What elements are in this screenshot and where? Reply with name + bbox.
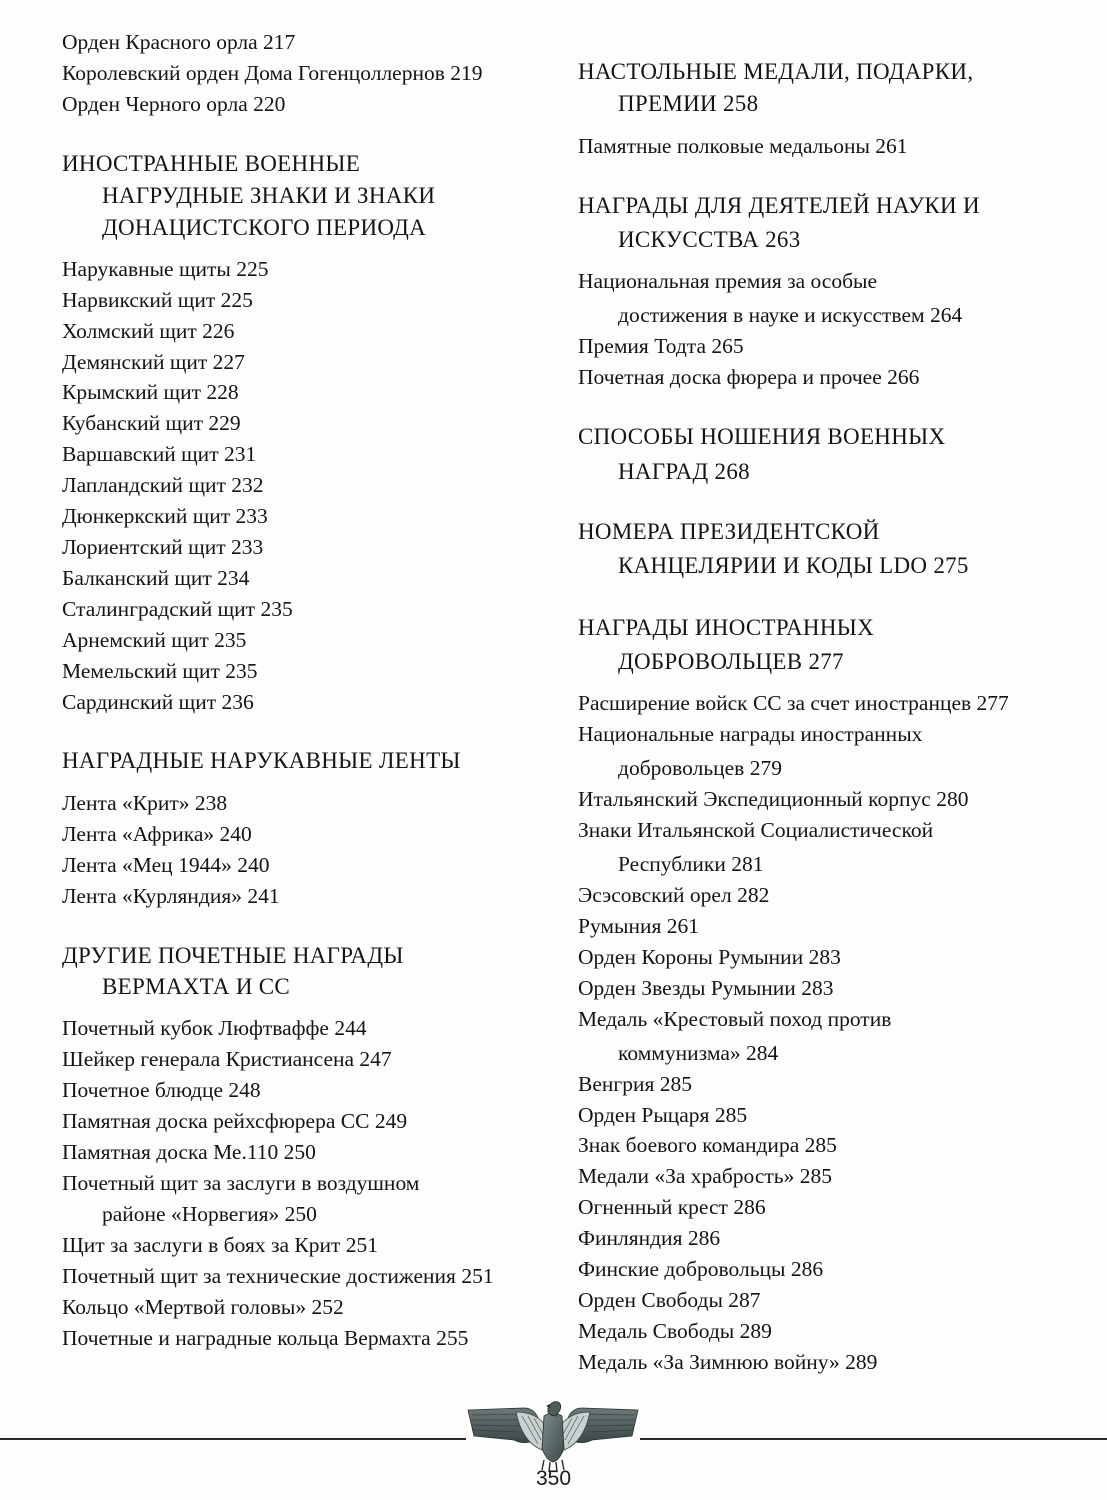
toc-entry: Почетный кубок Люфтваффе 244 [62,1016,367,1040]
toc-entry: Почетный щит за заслуги в воздушном [62,1171,420,1195]
toc-entry: Демянский щит 227 [62,350,245,374]
toc-entry: Орден Черного орла 220 [62,92,286,116]
toc-entry: Венгрия 285 [578,1072,692,1096]
section-heading: НАГРАДЫ ДЛЯ ДЕЯТЕЛЕЙ НАУКИ И [578,193,980,218]
toc-entry: Орден Красного орла 217 [62,30,296,54]
toc-entry: Памятные полковые медальоны 261 [578,134,908,158]
toc-entry: Румыния 261 [578,914,700,938]
section-heading-cont: ДОБРОВОЛЬЦЕВ 277 [618,649,844,674]
toc-entry: Лента «Мец 1944» 240 [62,853,270,877]
toc-entry: Медаль «За Зимнюю войну» 289 [578,1350,878,1374]
toc-entry: Орден Свободы 287 [578,1288,761,1312]
toc-entry: Медали «За храбрость» 285 [578,1164,832,1188]
toc-entry: Медаль «Крестовый поход против [578,1007,892,1031]
toc-entry: Лента «Курляндия» 241 [62,884,280,908]
toc-entry: Почетная доска фюрера и прочее 266 [578,365,920,389]
toc-entry: Памятная доска Ме.110 250 [62,1140,316,1164]
toc-entry: Расширение войск СС за счет иностранцев 277 [578,691,1009,715]
toc-entry: Лента «Крит» 238 [62,791,228,815]
toc-entry: Сардинский щит 236 [62,690,254,714]
section-heading: ДРУГИЕ ПОЧЕТНЫЕ НАГРАДЫ [62,943,404,968]
toc-entry-cont: добровольцев 279 [618,756,782,780]
section-heading-cont: ДОНАЦИСТСКОГО ПЕРИОДА [102,215,427,240]
toc-entry: Почетные и наградные кольца Вермахта 255 [62,1326,469,1350]
toc-entry: Нарвикский щит 225 [62,288,253,312]
toc-entry: Крымский щит 228 [62,380,239,404]
toc-entry: Сталинградский щит 235 [62,597,293,621]
section-heading-cont: НАГРУДНЫЕ ЗНАКИ И ЗНАКИ [102,183,436,208]
toc-entry: Национальная премия за особые [578,269,878,293]
toc-entry: Лента «Африка» 240 [62,822,252,846]
toc-entry: Шейкер генерала Кристиансена 247 [62,1047,392,1071]
section-heading-cont: НАГРАД 268 [618,459,750,484]
section-heading-cont: ПРЕМИИ 258 [618,91,759,116]
toc-entry-cont: Республики 281 [618,852,764,876]
toc-entry: Знаки Итальянской Социалистической [578,818,934,842]
toc-entry: Лориентский щит 233 [62,535,264,559]
toc-entry: Королевский орден Дома Гогенцоллернов 219 [62,61,483,85]
toc-entry: Кольцо «Мертвой головы» 252 [62,1295,344,1319]
toc-entry: Медаль Свободы 289 [578,1319,772,1343]
toc-entry: Почетное блюдце 248 [62,1078,261,1102]
toc-entry: Варшавский щит 231 [62,442,257,466]
section-heading-cont: КАНЦЕЛЯРИИ И КОДЫ LDO 275 [618,553,969,578]
section-heading: СПОСОБЫ НОШЕНИЯ ВОЕННЫХ [578,424,946,449]
toc-entry: Итальянский Экспедиционный корпус 280 [578,787,969,811]
toc-entry: Холмский щит 226 [62,319,235,343]
section-heading: НОМЕРА ПРЕЗИДЕНТСКОЙ [578,519,880,544]
footer-rule-left [0,1438,466,1440]
eagle-emblem-icon [466,1398,640,1474]
section-heading: НАСТОЛЬНЫЕ МЕДАЛИ, ПОДАРКИ, [578,59,974,84]
toc-entry: Огненный крест 286 [578,1195,766,1219]
toc-entry: Нарукавные щиты 225 [62,257,269,281]
toc-entry: Арнемский щит 235 [62,628,247,652]
page-number: 350 [535,1467,572,1490]
toc-entry: Лапландский щит 232 [62,473,264,497]
section-heading: ИНОСТРАННЫЕ ВОЕННЫЕ [62,151,361,176]
toc-entry: Эсэсовский орел 282 [578,883,770,907]
toc-entry: Финские добровольцы 286 [578,1257,824,1281]
toc-entry: Щит за заслуги в боях за Крит 251 [62,1233,378,1257]
section-heading-cont: ИСКУССТВА 263 [618,227,801,252]
toc-entry: Премия Тодта 265 [578,334,744,358]
toc-entry-cont: районе «Норвегия» 250 [102,1202,317,1226]
toc-entry: Орден Рыцаря 285 [578,1103,748,1127]
toc-entry: Финляндия 286 [578,1226,721,1250]
section-heading-cont: ВЕРМАХТА И СС [102,974,291,999]
toc-entry: Национальные награды иностранных [578,722,923,746]
toc-entry: Почетный щит за технические достижения 251 [62,1264,494,1288]
toc-entry: Памятная доска рейхсфюрера СС 249 [62,1109,408,1133]
toc-entry: Знак боевого командира 285 [578,1133,837,1157]
toc-entry: Дюнкеркский щит 233 [62,504,268,528]
footer-rule-right [640,1438,1107,1440]
section-heading: НАГРАДНЫЕ НАРУКАВНЫЕ ЛЕНТЫ [62,748,461,773]
toc-entry: Орден Звезды Румынии 283 [578,976,834,1000]
toc-entry-cont: достижения в науке и искусствем 264 [618,303,963,327]
toc-entry: Мемельский щит 235 [62,659,258,683]
eagle-body [542,1413,564,1462]
toc-entry: Балканский щит 234 [62,566,250,590]
section-heading: НАГРАДЫ ИНОСТРАННЫХ [578,615,875,640]
toc-entry: Кубанский щит 229 [62,411,241,435]
toc-entry-cont: коммунизма» 284 [618,1041,779,1065]
toc-entry: Орден Короны Румынии 283 [578,945,841,969]
